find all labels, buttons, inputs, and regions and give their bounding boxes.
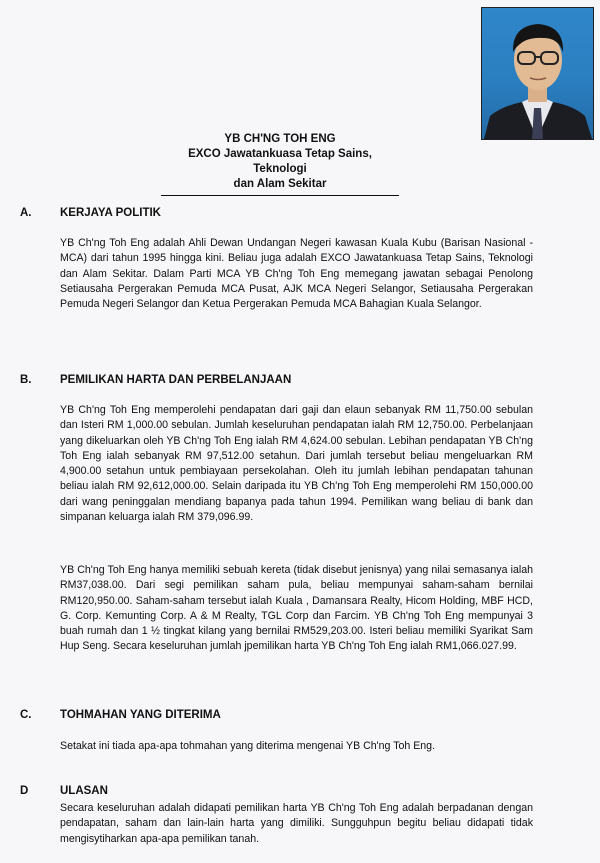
section-b-letter: B. — [20, 374, 32, 386]
document-header — [160, 132, 400, 196]
section-b-paragraph-1: YB Ch'ng Toh Eng memperolehi pendapatan dari gaji dan elaun sebanyak RM 11,750.00 sebulan dan Isteri RM 1,000.00 sebulan. Jumlah keseluruhan pendapatan ialah RM 12,750.00. Perbelanjaan yang dikeluarkan oleh YB Ch'ng Toh Eng ialah RM 4,624.00 sebulan. Lebihan pendapatan YB Ch'ng Toh Eng ialah sebanyak RM 97,512.00 setahun. Dari jumlah tersebut beliau mengeluarkan RM 4,900.00 setahun untuk pembiayaan persekolahan. Oleh itu jumlah lebihan pendapatan tahunan beliau ialah RM 92,612,000.00. Selain daripada itu YB Ch'ng Toh Eng memperolehi RM 150,000.00 dari wang peninggalan mendiang bapanya pada tahun 1994. Pemilikan wang beliau di bank dan simpanan keluarga ialah RM 379,096.99. — [60, 404, 533, 524]
section-a-title: KERJAYA POLITIK — [60, 207, 161, 219]
section-c-paragraph: Setakat ini tiada apa-apa tohmahan yang diterima mengenai YB Ch'ng Toh Eng. — [60, 740, 436, 752]
position-title-line1: EXCO Jawatankuasa Tetap Sains, Teknologi — [188, 148, 372, 175]
section-c-letter: C. — [20, 709, 32, 721]
section-b-title: PEMILIKAN HARTA DAN PERBELANJAAN — [60, 374, 292, 386]
section-d-title: ULASAN — [60, 785, 108, 797]
section-a-paragraph: YB Ch'ng Toh Eng adalah Ahli Dewan Undangan Negeri kawasan Kuala Kubu (Barisan Nasional - MCA) dari tahun 1995 hingga kini. Beliau juga adalah EXCO Jawatankuasa Tetap Sains, Teknologi dan Alam Sekitar. Dalam Parti MCA YB Ch'ng Toh Eng memegang jawatan sebagai Penolong Setiausaha Pergerakan Pemuda MCA Pusat, AJK MCA Negeri Selangor, Setiausaha Pergerakan Pemuda Negeri Selangor dan Ketua Pergerakan Pemuda MCA Bahagian Kuala Selangor. — [60, 237, 533, 311]
section-c-title: TOHMAHAN YANG DITERIMA — [60, 709, 221, 721]
portrait-photo — [481, 7, 594, 140]
position-title-line2: dan Alam Sekitar — [233, 178, 327, 190]
section-d-paragraph: Secara keseluruhan adalah didapati pemilikan harta YB Ch'ng Toh Eng adalah berpadanan dengan pendapatan, saham dan lain-lain harta yang dimiliki. Sungguhpun begitu beliau didapati tidak mengisytiharkan apa-apa pemilikan tanah. — [60, 802, 533, 845]
section-a-letter: A. — [20, 207, 32, 219]
section-b-paragraph-2: YB Ch'ng Toh Eng hanya memiliki sebuah kereta (tidak disebut jenisnya) yang nilai semasanya ialah RM37,038.00. Dari segi pemilikan saham pula, beliau mempunyai saham-saham bernilai RM120,950.00. Saham-saham tersebut ialah Kuala , Damansara Realty, Hicom Holding, MBF HCD, G. Corp. Kemunting Corp. A & M Realty, TGL Corp dan Farcim. YB Ch'ng Toh Eng mempunyai 3 buah rumah dan 1 ½ tingkat kilang yang bernilai RM529,203.00. Isteri beliau memiliki Syarikat Sam Hup Seng. Secara keseluruhan jumlah jpemilikan harta YB Ch'ng Toh Eng ialah RM1,066.027.99. — [60, 564, 533, 653]
header-underline — [161, 195, 399, 196]
section-d-letter: D — [20, 785, 29, 797]
person-name: YB CH'NG TOH ENG — [224, 133, 336, 145]
